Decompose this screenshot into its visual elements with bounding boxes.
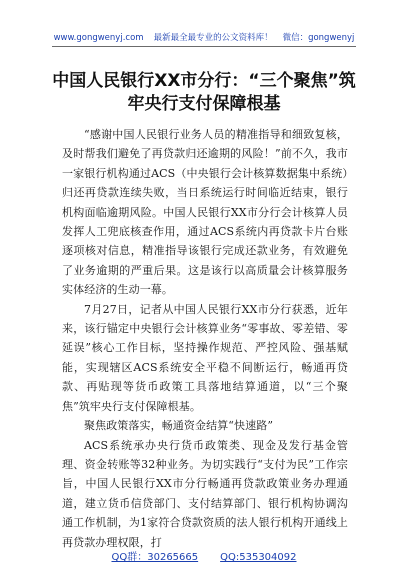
body-paragraph: ACS系统承办央行货币政策类、现金及发行基金管理、资金转账等32种业务。为切实践行“支付为民”工作宗旨，中国人民银行XX市分行畅通再贷款政策业务办理通道，建立货币信贷部门、支付结算部门、银行机构协调沟通工作机制，为1家符合贷款资质的法人银行机构开通线上再贷款办理权限，打 xyxy=(62,438,348,549)
header-bar xyxy=(52,31,356,45)
header-tagline: 最新最全最专业的公文资料库！ xyxy=(153,33,273,43)
document-body xyxy=(62,125,348,552)
header-wechat: 微信：gongwenyj xyxy=(282,33,355,43)
footer-qq-group[interactable]: QQ群：30265665 xyxy=(111,552,199,563)
website-link[interactable]: www.gongwenyj.com xyxy=(53,33,144,43)
section-heading: 聚焦政策落实，畅通资金结算“快速路” xyxy=(84,419,274,433)
footer-qq[interactable]: QQ:535304092 xyxy=(220,552,297,563)
body-paragraph: 7月27日，记者从中国人民银行XX市分行获悉，近年来，该行锚定中央银行会计核算业务“零事故、零差错、零延误”核心工作目标，坚持操作规范、严控风险、强基赋能，实现辖区ACS系统安全平稳不间断运行，畅通再贷款、再贴现等货币政策工具落地结算通道，以“三个聚焦”筑牢央行支付保障根基。 xyxy=(62,302,348,413)
header-divider xyxy=(52,46,356,47)
document-title: 中国人民银行XX市分行：“三个聚焦”筑牢央行支付保障根基 xyxy=(52,71,356,114)
footer-contact xyxy=(0,548,408,563)
body-paragraph: “感谢中国人民银行业务人员的精准指导和细致复核，及时帮我们避免了再贷款归还逾期的风险！”前不久，我市一家银行机构通过ACS（中央银行会计核算数据集中系统）归还再贷款连续失败，当日系统运行时间临近结束，银行机构面临逾期风险。中国人民银行XX市分行会计核算人员发挥人工兜底核查作用，通过ACS系统内再贷款卡片台账逐项核对信息，精准指导该银行完成还款业务，有效避免了业务逾期的严重后果。这是该行以高质量会计核算服务实体经济的生动一幕。 xyxy=(62,128,348,297)
